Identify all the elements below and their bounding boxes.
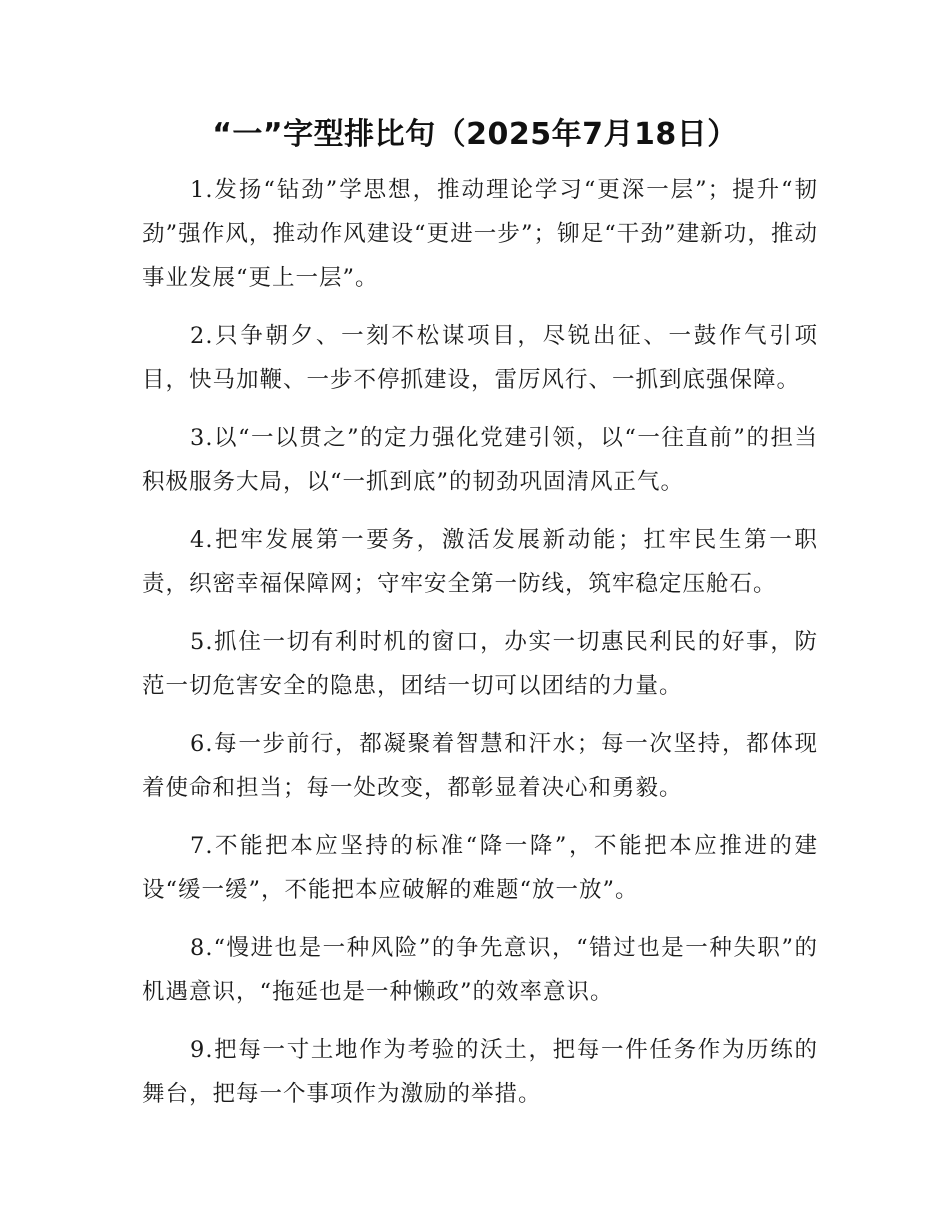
paragraph-1: 1.发扬“钻劲”学思想，推动理论学习“更深一层”；提升“韧劲”强作风，推动作风建设“更进一步”；铆足“干劲”建新功，推动事业发展“更上一层”。 xyxy=(142,177,818,291)
paragraph-5: 5.抓住一切有利时机的窗口，办实一切惠民利民的好事，防范一切危害安全的隐患，团结一切可以团结的力量。 xyxy=(142,629,818,699)
paragraph-4: 4.把牢发展第一要务，激活发展新动能；扛牢民生第一职责，织密幸福保障网；守牢安全第一防线，筑牢稳定压舱石。 xyxy=(142,527,818,597)
document-body xyxy=(142,168,818,1130)
paragraph-9: 9.把每一寸土地作为考验的沃土，把每一件任务作为历练的舞台，把每一个事项作为激励的举措。 xyxy=(142,1037,818,1107)
paragraph-3: 3.以“一以贯之”的定力强化党建引领，以“一往直前”的担当积极服务大局，以“一抓到底”的韧劲巩固清风正气。 xyxy=(142,425,818,495)
document-title: “一”字型排比句（2025年7月18日） xyxy=(212,117,738,152)
paragraph-6: 6.每一步前行，都凝聚着智慧和汗水；每一次坚持，都体现着使命和担当；每一处改变，都彰显着决心和勇毅。 xyxy=(142,731,818,801)
paragraph-7: 7.不能把本应坚持的标准“降一降”，不能把本应推进的建设“缓一缓”，不能把本应破解的难题“放一放”。 xyxy=(142,833,818,903)
paragraph-8: 8.“慢进也是一种风险”的争先意识，“错过也是一种失职”的机遇意识，“拖延也是一种懒政”的效率意识。 xyxy=(142,935,818,1005)
paragraph-2: 2.只争朝夕、一刻不松谋项目，尽锐出征、一鼓作气引项目，快马加鞭、一步不停抓建设，雷厉风行、一抓到底强保障。 xyxy=(142,323,818,393)
